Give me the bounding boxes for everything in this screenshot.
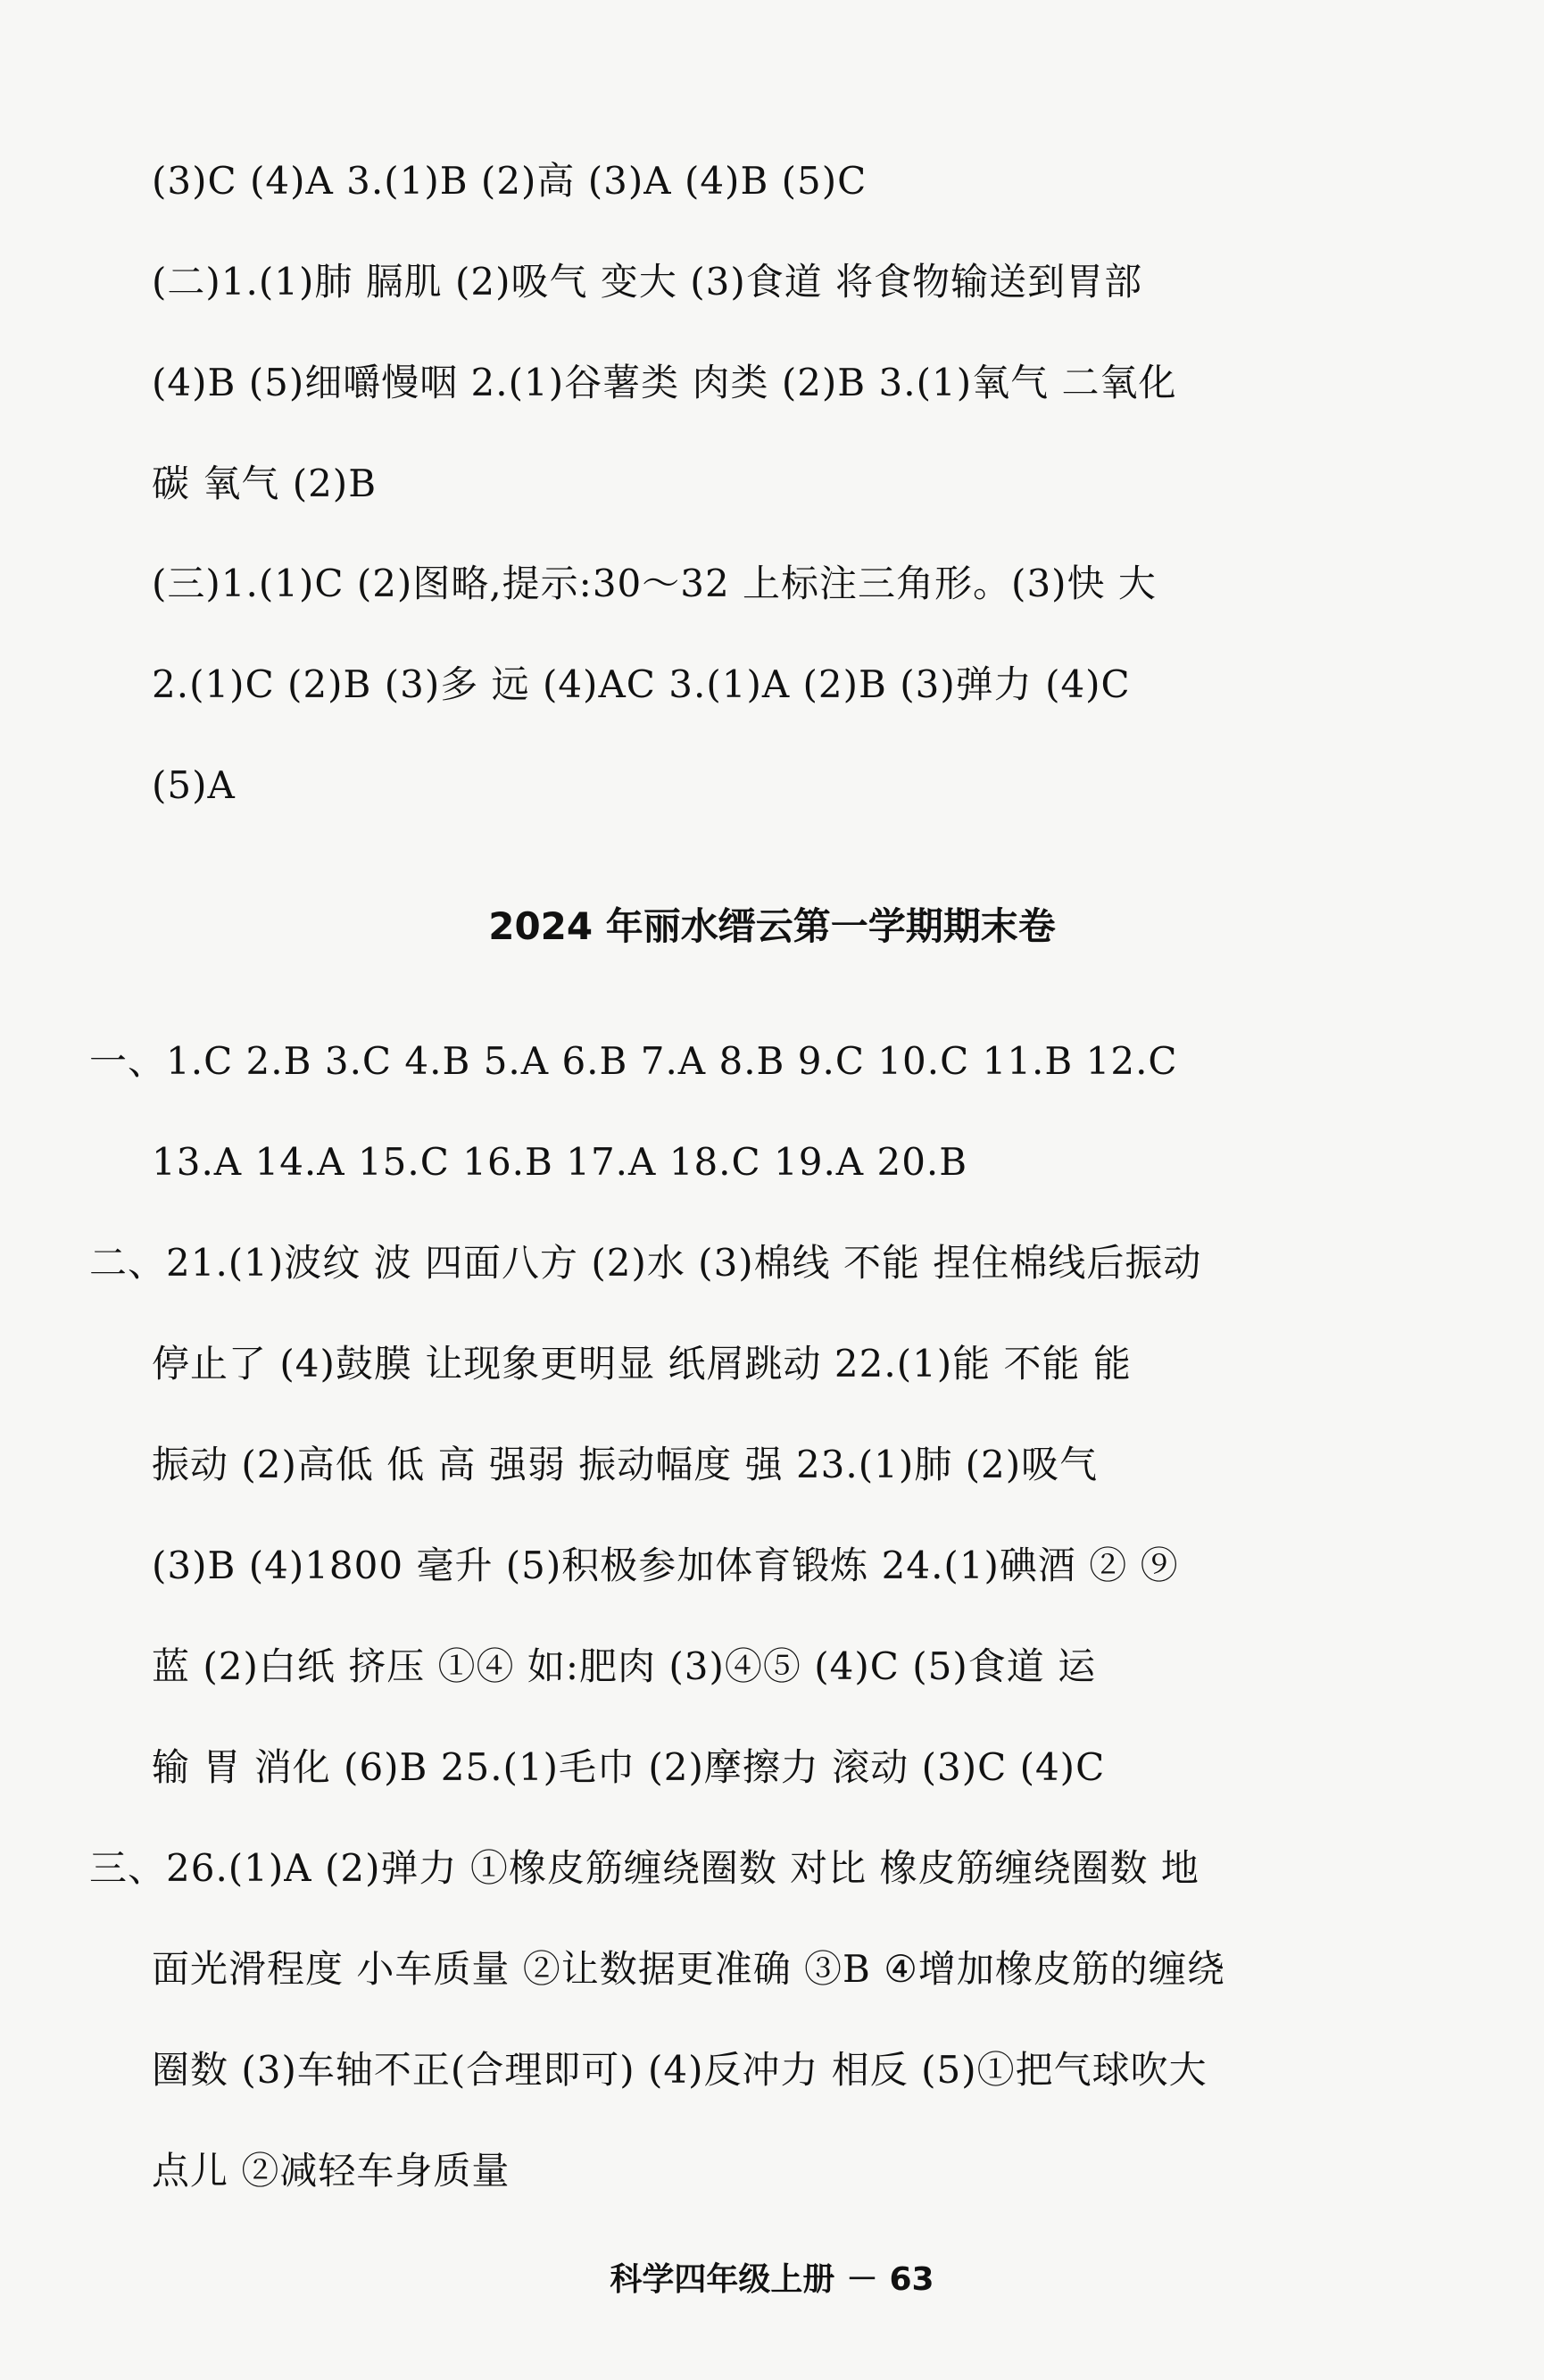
answer-line: (5)A [152,763,236,807]
answer-line: 二、21.(1)波纹 波 四面八方 (2)水 (3)棉线 不能 捏住棉线后振动 [89,1241,1202,1285]
answer-line: (二)1.(1)肺 膈肌 (2)吸气 变大 (3)食道 将食物输送到胃部 [152,260,1143,304]
answer-line: 输 胃 消化 (6)B 25.(1)毛巾 (2)摩擦力 滚动 (3)C (4)C [152,1745,1106,1789]
answer-line: 一、1.C 2.B 3.C 4.B 5.A 6.B 7.A 8.B 9.C 10.C 11.B 12.C [89,1039,1178,1083]
answer-line: 13.A 14.A 15.C 16.B 17.A 18.C 19.A 20.B [152,1140,968,1184]
answer-line: (三)1.(1)C (2)图略,提示:30～32 上标注三角形。(3)快 大 [152,562,1157,605]
answer-line: 蓝 (2)白纸 挤压 ①④ 如:肥肉 (3)④⑤ (4)C (5)食道 运 [152,1644,1097,1688]
answer-line: 2.(1)C (2)B (3)多 远 (4)AC 3.(1)A (2)B (3)弹力 (4)C [152,662,1131,706]
section-title: 2024 年丽水缙云第一学期期末卷 [488,904,1056,948]
answer-line: 圈数 (3)车轴不正(合理即可) (4)反冲力 相反 (5)①把气球吹大 [152,2048,1208,2092]
answer-line: (4)B (5)细嚼慢咽 2.(1)谷薯类 肉类 (2)B 3.(1)氧气 二氧化 [152,361,1177,404]
answer-line: 点儿 ②减轻车身质量 [152,2149,511,2193]
answer-line: (3)B (4)1800 毫升 (5)积极参加体育锻炼 24.(1)碘酒 ② ⑨ [152,1544,1179,1587]
answer-line: (3)C (4)A 3.(1)B (2)高 (3)A (4)B (5)C [152,159,867,203]
answer-line: 碳 氧气 (2)B [152,462,378,505]
page-footer: 科学四年级上册 － 63 [610,2261,934,2298]
answer-line: 振动 (2)高低 低 高 强弱 振动幅度 强 23.(1)肺 (2)吸气 [152,1443,1099,1486]
answer-line: 三、26.(1)A (2)弹力 ①橡皮筋缠绕圈数 对比 橡皮筋缠绕圈数 地 [89,1846,1200,1890]
answer-line: 面光滑程度 小车质量 ②让数据更准确 ③B ④增加橡皮筋的缠绕 [152,1947,1225,1991]
answer-line: 停止了 (4)鼓膜 让现象更明显 纸屑跳动 22.(1)能 不能 能 [152,1342,1132,1386]
